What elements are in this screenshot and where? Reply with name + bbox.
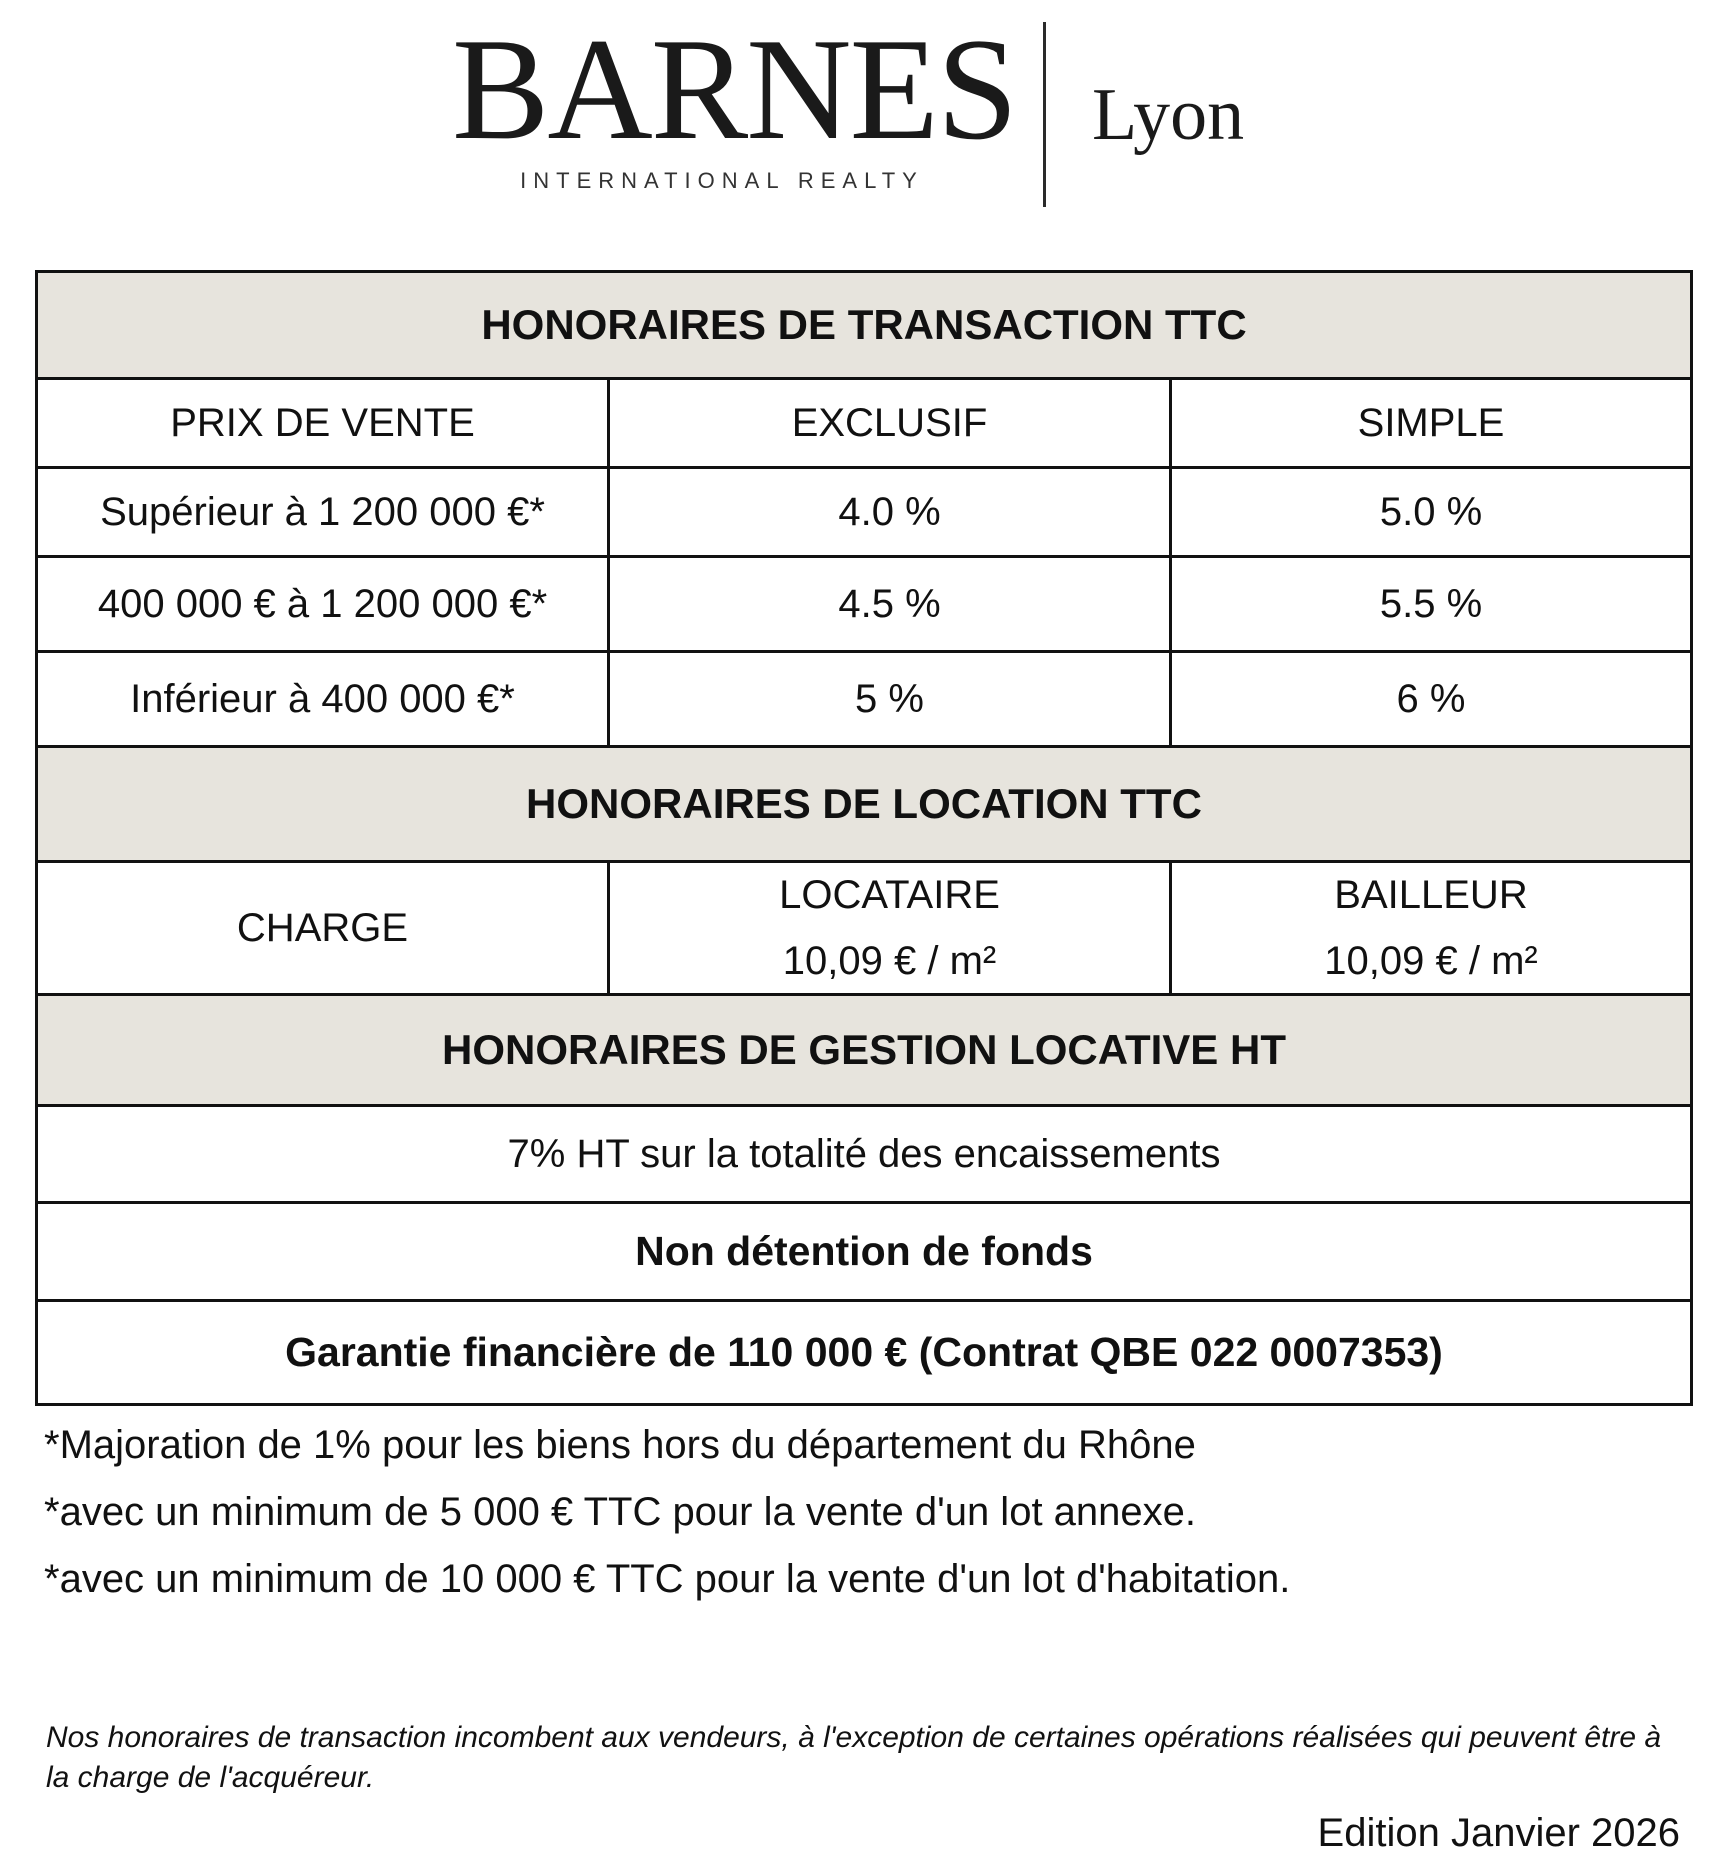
header-simple: SIMPLE: [1172, 380, 1690, 469]
rental-charge-label: CHARGE: [38, 863, 610, 996]
management-section-title: HONORAIRES DE GESTION LOCATIVE HT: [38, 996, 1690, 1107]
footnote: *Majoration de 1% pour les biens hors du département du Rhône: [44, 1423, 1196, 1467]
rental-landlord-cell: [1172, 863, 1690, 996]
header-exclusive: EXCLUSIF: [610, 380, 1172, 469]
table-row-range: Supérieur à 1 200 000 €*: [38, 469, 610, 558]
rental-landlord-label: BAILLEUR: [1334, 873, 1528, 917]
footnotes: [44, 1412, 1664, 1613]
rental-tenant-cell: [610, 863, 1172, 996]
fees-table: [35, 270, 1693, 1406]
brand-city: Lyon: [1092, 74, 1245, 156]
brand-name: BARNES: [452, 8, 1017, 170]
rental-landlord-value: 10,09 € / m²: [1324, 939, 1538, 983]
table-row-exclusive: 4.0 %: [610, 469, 1172, 558]
rental-tenant-value: 10,09 € / m²: [782, 939, 997, 983]
management-rate: 7% HT sur la totalité des encaissements: [38, 1107, 1690, 1204]
brand-logo: [452, 8, 1017, 194]
header: [0, 0, 1728, 230]
table-row-simple: 5.0 %: [1172, 469, 1690, 558]
edition-date: Edition Janvier 2026: [1317, 1811, 1680, 1855]
footnote: *avec un minimum de 5 000 € TTC pour la vente d'un lot annexe.: [44, 1490, 1197, 1534]
rental-tenant-label: LOCATAIRE: [779, 873, 1000, 917]
table-row-range: 400 000 € à 1 200 000 €*: [38, 558, 610, 653]
table-row-exclusive: 5 %: [610, 653, 1172, 748]
table-row-exclusive: 4.5 %: [610, 558, 1172, 653]
transaction-section-title: HONORAIRES DE TRANSACTION TTC: [38, 273, 1690, 380]
disclaimer: Nos honoraires de transaction incombent aux vendeurs, à l'exception de certaines opérations réalisées qui peuvent être à la charge de l'acquéreur.: [46, 1721, 1662, 1794]
footnote: *avec un minimum de 10 000 € TTC pour la vente d'un lot d'habitation.: [44, 1557, 1291, 1601]
table-row-simple: 5.5 %: [1172, 558, 1690, 653]
financial-guarantee: Garantie financière de 110 000 € (Contrat QBE 022 0007353): [285, 1329, 1443, 1375]
header-sale-price: PRIX DE VENTE: [38, 380, 610, 469]
logo-divider: [1043, 22, 1046, 207]
funds-statement: Non détention de fonds: [38, 1204, 1690, 1302]
brand-tagline: INTERNATIONAL REALTY: [520, 168, 924, 193]
table-row-simple: 6 %: [1172, 653, 1690, 748]
rental-section-title: HONORAIRES DE LOCATION TTC: [38, 748, 1690, 863]
table-row-range: Inférieur à 400 000 €*: [38, 653, 610, 748]
